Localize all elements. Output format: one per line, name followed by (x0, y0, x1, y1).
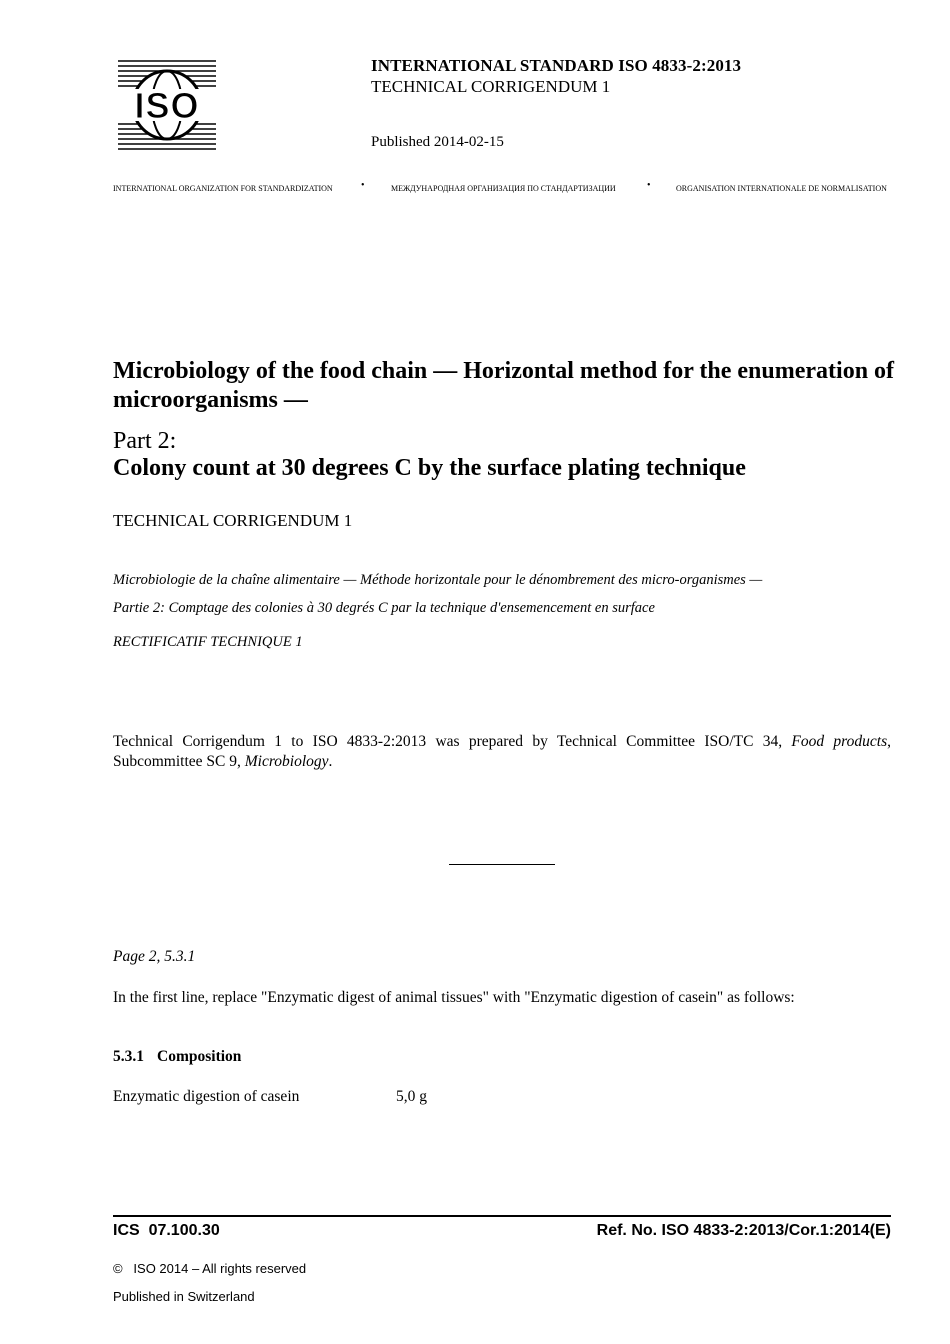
footer-rule (113, 1215, 891, 1217)
ingredient-amount: 5,0 g (396, 1088, 427, 1105)
iso-logo (118, 58, 216, 152)
org-name-en: INTERNATIONAL ORGANIZATION FOR STANDARDIZATION (113, 184, 333, 193)
org-name-ru: МЕЖДУНАРОДНАЯ ОРГАНИЗАЦИЯ ПО СТАНДАРТИЗАЦИИ (391, 184, 616, 193)
published-date: Published 2014-02-15 (371, 134, 504, 150)
svg-text:ISO: ISO (134, 85, 200, 126)
org-separator: • (361, 180, 365, 191)
ingredient-name: Enzymatic digestion of casein (113, 1088, 300, 1105)
french-corrigendum: RECTIFICATIF TECHNIQUE 1 (113, 634, 303, 650)
corrigendum-label: TECHNICAL CORRIGENDUM 1 (371, 77, 611, 96)
corrigendum-heading: TECHNICAL CORRIGENDUM 1 (113, 511, 353, 530)
change-location: Page 2, 5.3.1 (113, 948, 196, 965)
committee-name: Food products (791, 733, 888, 750)
ics-code: ICS 07.100.30 (113, 1222, 220, 1239)
copyright-notice: © ISO 2014 – All rights reserved (113, 1261, 307, 1276)
section-heading (113, 1048, 241, 1066)
french-part-title: Partie 2: Comptage des colonies à 30 degrés C par la technique d'ensemencement en surface (113, 600, 655, 616)
section-title: Composition (157, 1048, 242, 1065)
separator-line (449, 864, 555, 865)
french-title: Microbiologie de la chaîne alimentaire — Méthode horizontale pour le dénombrement des micro-organismes — (113, 572, 763, 588)
section-number: 5.3.1 (113, 1048, 144, 1065)
subcommittee-name: Microbiology (244, 753, 329, 770)
standard-title: INTERNATIONAL STANDARD ISO 4833-2:2013 (371, 56, 742, 75)
part-title: Colony count at 30 degrees C by the surface plating technique (113, 455, 746, 481)
published-in: Published in Switzerland (113, 1289, 255, 1304)
org-separator: • (647, 180, 651, 191)
org-name-fr: ORGANISATION INTERNATIONALE DE NORMALISATION (676, 184, 887, 193)
document-title: Microbiology of the food chain — Horizontal method for the enumeration of microorganisms — (113, 358, 895, 413)
reference-number: Ref. No. ISO 4833-2:2013/Cor.1:2014(E) (596, 1222, 891, 1239)
change-instruction: In the first line, replace "Enzymatic digest of animal tissues" with "Enzymatic digestion of casein" as follows: (113, 989, 795, 1006)
preparation-paragraph: Technical Corrigendum 1 to ISO 4833-2:2013 was prepared by Technical Committee ISO/TC 34, Food products, Subcommittee SC 9, Microbiology. (113, 733, 891, 770)
part-label: Part 2: (113, 428, 177, 454)
